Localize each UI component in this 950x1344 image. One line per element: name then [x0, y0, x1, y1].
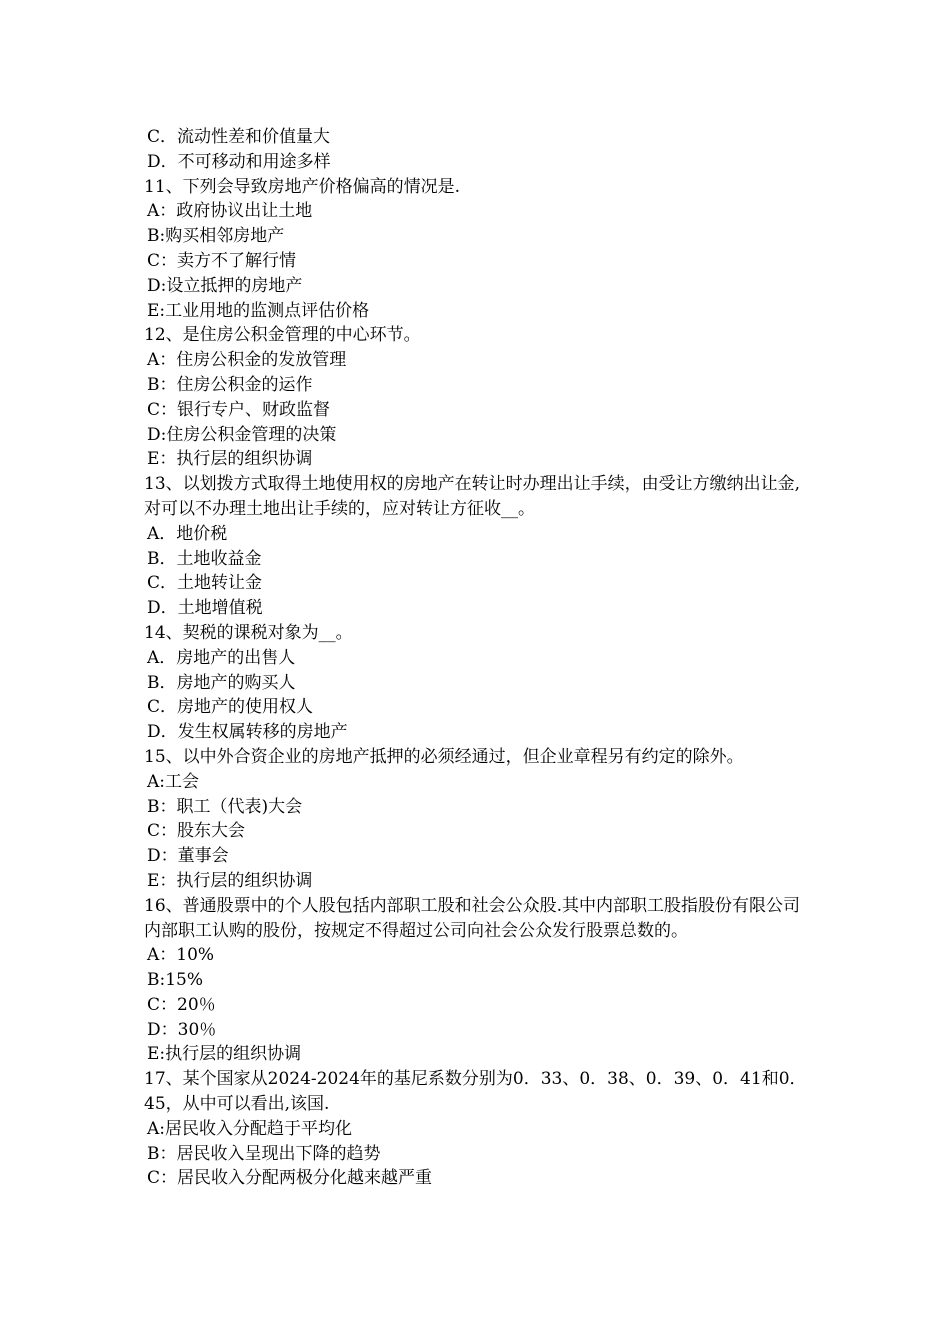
answer-option: C：银行专户、财政监督	[147, 399, 331, 420]
answer-option: B:15%	[147, 970, 204, 991]
answer-option: A．房地产的出售人	[147, 647, 296, 668]
answer-option: C．房地产的使用权人	[147, 697, 314, 718]
answer-option: C．土地转让金	[147, 573, 263, 594]
answer-option: D:设立抵押的房地产	[147, 275, 303, 296]
answer-option: D:住房公积金管理的决策	[147, 424, 337, 445]
answer-option: B：居民收入呈现出下降的趋势	[147, 1143, 381, 1164]
answer-option: E：执行层的组织协调	[147, 449, 313, 470]
question-text: 16、普通股票中的个人股包括内部职工股和社会公众股.其中内部职工股指股份有限公司内部职工认购的股份，按规定不得超过公司向社会公众发行股票总数的。	[144, 895, 801, 941]
answer-option: A：10%	[147, 945, 215, 966]
question-text: 11、下列会导致房地产价格偏高的情况是.	[144, 176, 461, 197]
answer-option: B：住房公积金的运作	[147, 374, 313, 395]
question-text: 14、契税的课税对象为__。	[144, 622, 353, 643]
question-text: 12、是住房公积金管理的中心环节。	[144, 325, 421, 346]
answer-option: A．地价税	[147, 523, 228, 544]
answer-option: A:工会	[147, 771, 200, 792]
answer-option: D．发生权属转移的房地产	[147, 722, 348, 743]
answer-option: A：住房公积金的发放管理	[147, 350, 347, 371]
answer-option: B：职工（代表)大会	[147, 796, 303, 817]
answer-option: A：政府协议出让土地	[147, 201, 313, 222]
answer-option: B．房地产的购买人	[147, 672, 296, 693]
answer-option: E:执行层的组织协调	[147, 1044, 302, 1065]
question-text: 15、以中外合资企业的房地产抵押的必须经通过，但企业章程另有约定的除外。	[144, 746, 744, 767]
answer-option: C：股东大会	[147, 821, 246, 842]
answer-option: C：居民收入分配两极分化越来越严重	[147, 1168, 433, 1189]
question-text: 17、某个国家从2024-2024年的基尼系数分别为0．33、0．38、0．39、0．41和0．45，从中可以看出,该国.	[144, 1069, 807, 1115]
answer-option: D．不可移动和用途多样	[147, 151, 331, 172]
answer-option: E：执行层的组织协调	[147, 870, 313, 891]
answer-option: E:工业用地的监测点评估价格	[147, 300, 370, 321]
answer-option: C：卖方不了解行情	[147, 250, 297, 271]
answer-option: D：董事会	[147, 846, 229, 867]
answer-option: C：20％	[147, 994, 216, 1015]
answer-option: D：30％	[147, 1019, 217, 1040]
answer-option: C．流动性差和价值量大	[147, 127, 331, 147]
answer-option: A:居民收入分配趋于平均化	[147, 1118, 353, 1139]
answer-option: D．土地增值税	[147, 598, 263, 619]
document-body	[144, 125, 816, 1191]
answer-option: B．土地收益金	[147, 548, 262, 569]
question-text: 13、以划拨方式取得土地使用权的房地产在转让时办理出让手续，由受让方缴纳出让金,对可以不办理土地出让手续的，应对转让方征收__。	[144, 474, 801, 519]
answer-option: B:购买相邻房地产	[147, 226, 285, 247]
